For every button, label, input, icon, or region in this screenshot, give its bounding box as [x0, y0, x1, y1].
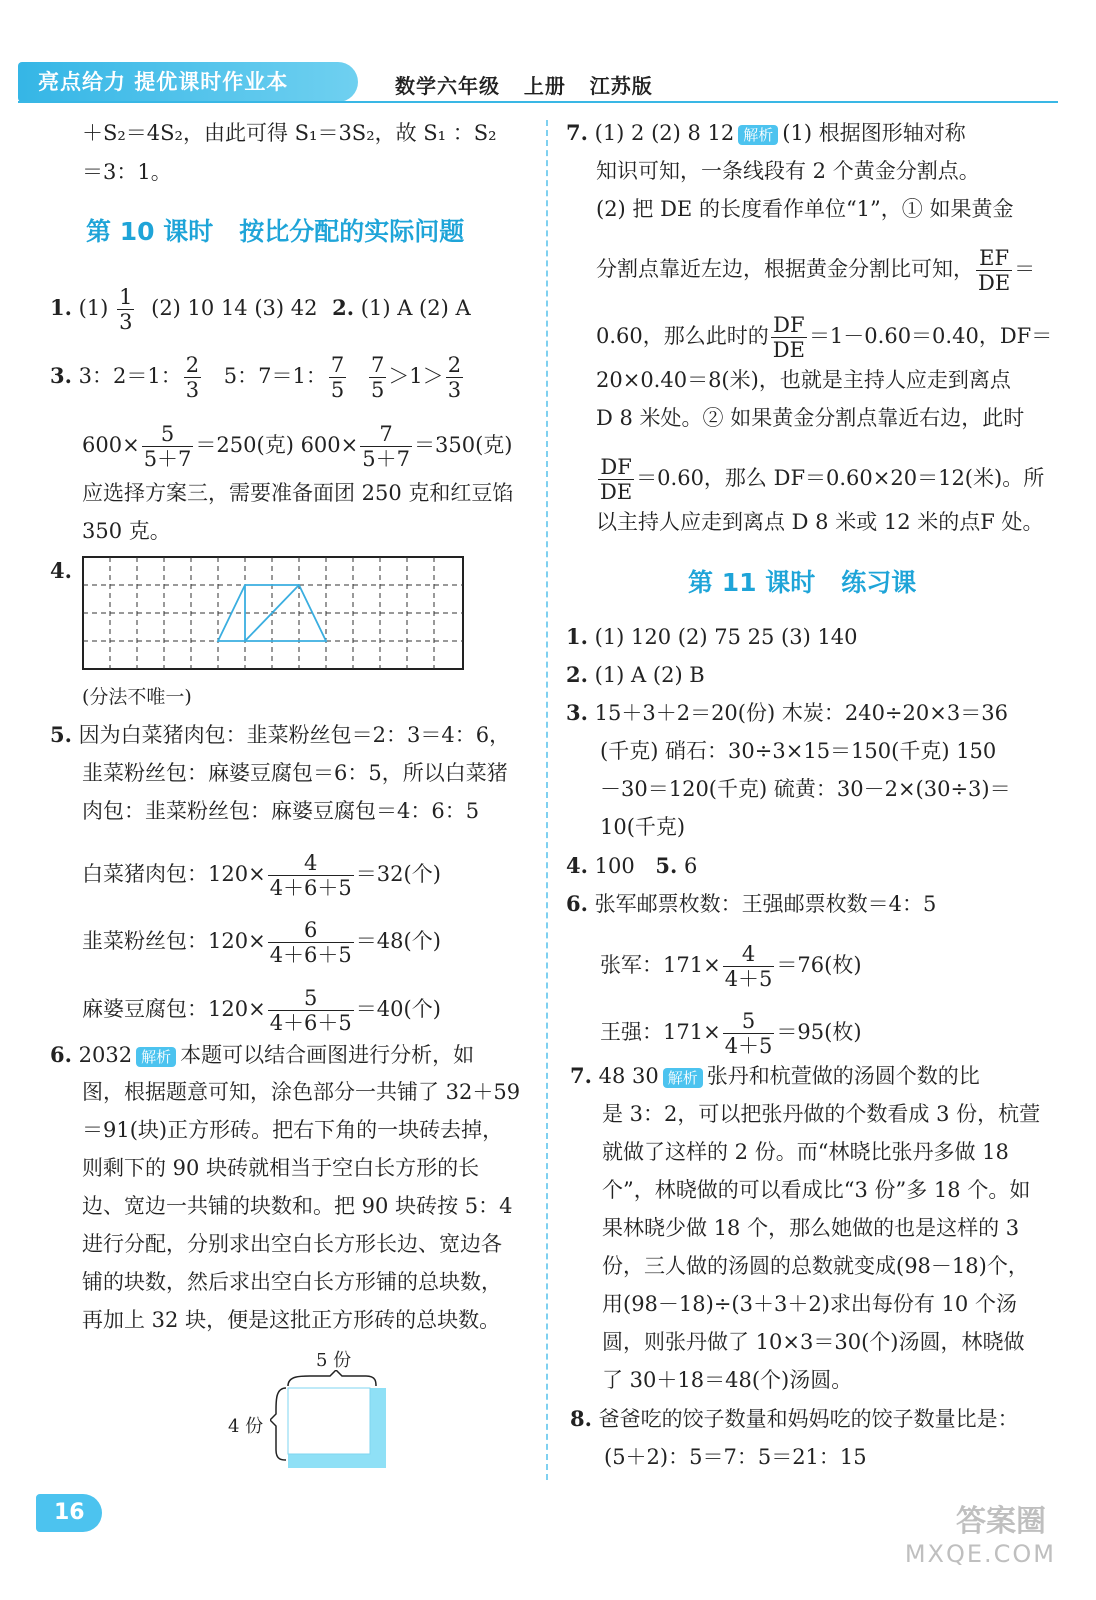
header-subject: 数学六年级 上册 江苏版: [395, 74, 653, 98]
q3-l2c: ＝350(克): [413, 433, 513, 457]
frac-den: 5: [370, 378, 385, 402]
frac-num: EF: [976, 246, 1012, 271]
r7-line-7: 用(98－18)÷(3＋3＋2)求出每份有 10 个汤: [602, 1292, 1017, 1316]
frac-num: 2: [447, 353, 462, 377]
q5-line-1: [50, 720, 510, 750]
frac-den: 5＋7: [143, 447, 192, 471]
q3-b: 5：7＝1：: [223, 364, 327, 388]
r7-line-6: 份，三人做的汤圆的总数就变成(98－18)个，: [602, 1254, 1029, 1278]
q5-r3b: ＝40(个): [355, 997, 441, 1021]
r8-line-2: (5＋2)：5＝7：5＝21：15: [604, 1445, 867, 1469]
q3-l2-frac-2: [360, 422, 412, 471]
q5-r1a: 白菜猪肉包：120×: [82, 862, 266, 886]
r6-r1-frac: [723, 942, 775, 991]
figure-top-label: 5 份: [316, 1350, 352, 1371]
q1-a: (1): [78, 296, 109, 320]
q7-line-9: 以主持人应走到离点 D 8 米或 12 米的点F 处。: [596, 510, 1044, 534]
q6-line-7: 铺的块数，然后求出空白长方形铺的总块数，: [82, 1270, 502, 1294]
q1-label: 1.: [50, 295, 72, 320]
q7-answer: (1) 2 (2) 8 12: [594, 121, 735, 145]
q3-frac-3: [369, 353, 386, 402]
q7-text-1: (1) 根据图形轴对称: [782, 121, 966, 145]
q5-r1b: ＝32(个): [355, 862, 441, 886]
q3-a: 3：2＝1：: [78, 364, 182, 388]
section-title-10: 第 10 课时 按比分配的实际问题: [86, 217, 465, 246]
r5-text: 6: [684, 854, 698, 878]
r6-result-1: [600, 942, 862, 991]
r2-label: 2.: [566, 662, 588, 687]
r8-line-1: [570, 1404, 1019, 1434]
frac-num: 6: [268, 918, 354, 943]
watermark-logo: 答案圈: [956, 1504, 1046, 1539]
q5-result-2: [82, 918, 441, 967]
r3-line-4: 10(千克): [600, 815, 686, 839]
r6-r1a: 张军：171×: [600, 953, 721, 977]
frac-den: DE: [600, 480, 633, 504]
q4-note: (分法不唯一): [82, 686, 192, 708]
q6-line-5: 边、宽边一共铺的块数和。把 90 块砖按 5：4: [82, 1194, 513, 1218]
r7-line-3: 就做了这样的 2 份。而“林晓比张丹多做 18: [602, 1140, 1009, 1164]
r8-text-1: 爸爸吃的饺子数量和妈妈吃的饺子数量比是：: [598, 1407, 1019, 1431]
r7-text-1: 张丹和杭萱做的汤圆个数的比: [706, 1064, 980, 1088]
frac-den: DE: [772, 338, 805, 362]
r2-text: (1) A (2) B: [594, 663, 705, 687]
q1-line: [50, 285, 471, 334]
q5-r1-frac: [268, 851, 354, 900]
frac-num: 4: [723, 942, 775, 967]
frac-num: 7: [370, 353, 385, 377]
header-brand-bar: [18, 62, 358, 102]
q3-line-4: 350 克。: [82, 519, 171, 543]
frac-den: 3: [185, 378, 200, 402]
q7-l4a: 分割点靠近左边，根据黄金分割比可知，: [596, 257, 974, 281]
q7-line-5: [596, 313, 1052, 362]
r3-label: 3.: [566, 700, 588, 725]
frac-den: DE: [978, 271, 1011, 295]
q4-grid-figure: [82, 556, 464, 670]
r4-text: 100: [594, 854, 635, 878]
r7-line-8: 圆，则张丹做了 10×3＝30(个)汤圆，林晓做: [602, 1330, 1025, 1354]
r7-line-9: 了 30＋18＝48(个)汤圆。: [602, 1368, 853, 1392]
r3-text-1: 15＋3＋2＝20(份) 木炭：240÷20×3＝36: [594, 701, 1008, 725]
r7-answer: 48 30: [598, 1064, 659, 1088]
q7-l5a: 0.60，那么此时的: [596, 324, 769, 348]
q5-text-1: 因为白菜猪肉包：韭菜粉丝包＝2：3＝4：6，: [78, 723, 511, 747]
r5-label: 5.: [655, 853, 678, 878]
q5-result-3: [82, 986, 441, 1035]
frac-num: 5: [723, 1009, 775, 1034]
q6-line-3: ＝91(块)正方形砖。把右下角的一块砖去掉，: [82, 1118, 504, 1142]
q6-label: 6.: [50, 1042, 72, 1067]
q7-line-4: [596, 246, 1035, 295]
q4-label: 4.: [50, 558, 72, 583]
q3-frac-4: [446, 353, 463, 402]
watermark-url: MXQE.COM: [904, 1540, 1056, 1568]
q2-label: 2.: [332, 295, 355, 320]
frac-num: 5: [268, 986, 354, 1011]
q6-line-4: 则剩下的 90 块砖就相当于空白长方形的长: [82, 1156, 480, 1180]
q3-l2a: 600×: [82, 433, 140, 457]
r8-label: 8.: [570, 1406, 592, 1431]
q5-line-3: 肉包：韭菜粉丝包：麻婆豆腐包＝4：6：5: [82, 799, 480, 823]
r6-line-1: [566, 889, 936, 919]
r7-label: 7.: [570, 1063, 592, 1088]
r1-text: (1) 120 (2) 75 25 (3) 140: [594, 625, 858, 649]
header-brand: 亮点给力 提优课时作业本: [38, 70, 289, 94]
r6-label: 6.: [566, 891, 588, 916]
q7-l4b: ＝: [1014, 257, 1036, 281]
left-line-1: ＋S₂＝4S₂，由此可得 S₁＝3S₂，故 S₁ ：S₂: [82, 121, 497, 145]
q5-r2-frac: [268, 918, 354, 967]
r6-r2-frac: [723, 1009, 775, 1058]
r6-r2a: 王强：171×: [600, 1020, 721, 1044]
r6-r2b: ＝95(枚): [776, 1020, 862, 1044]
frac-num: DF: [771, 313, 807, 338]
q7-label: 7.: [566, 120, 588, 145]
figure-left-label: 4 份: [228, 1416, 264, 1437]
frac-den: 4＋5: [724, 1034, 773, 1058]
analysis-tag: 解析: [738, 125, 778, 145]
header-divider: [18, 101, 1058, 103]
section-title-11: 第 11 课时 练习课: [688, 568, 917, 597]
q7-l5b: ＝1－0.60＝0.40，DF＝: [808, 324, 1053, 348]
r3-line-2: (千克) 硝石：30÷3×15＝150(千克) 150: [600, 739, 997, 763]
r1-line: [566, 622, 858, 652]
q6-line-8: 再加上 32 块，便是这批正方形砖的总块数。: [82, 1308, 501, 1332]
q5-result-1: [82, 851, 441, 900]
frac-num: DF: [598, 455, 634, 480]
column-divider: [546, 120, 548, 1480]
frac-den: 4＋6＋5: [269, 943, 352, 967]
frac-num: 5: [142, 422, 194, 447]
q5-r3a: 麻婆豆腐包：120×: [82, 997, 266, 1021]
q7-line-7: D 8 米处。② 如果黄金分割点靠近右边，此时: [596, 406, 1025, 430]
q7-frac-1: [976, 246, 1012, 295]
r2-line: [566, 660, 705, 690]
q5-r2b: ＝48(个): [355, 929, 441, 953]
q7-line-3: (2) 把 DE 的长度看作单位“1”，① 如果黄金: [596, 197, 1014, 221]
q3-c: ＞1＞: [388, 364, 444, 388]
q3-l2-frac-1: [142, 422, 194, 471]
q6-line-1: [50, 1040, 474, 1070]
q7-line-6: 20×0.40＝8(米)，也就是主持人应走到离点: [596, 368, 1011, 392]
q7-line-1: [566, 118, 966, 148]
q7-frac-2: [771, 313, 807, 362]
q3-frac-1: [184, 353, 201, 402]
left-line-2: ＝3：1。: [82, 160, 172, 184]
r3-line-1: [566, 698, 1008, 728]
analysis-tag: 解析: [663, 1068, 703, 1088]
r4-r5-line: [566, 851, 697, 881]
r6-text-1: 张军邮票枚数：王强邮票枚数＝4：5: [594, 892, 937, 916]
r7-line-1: [570, 1061, 980, 1091]
r7-line-4: 个”，林晓做的可以看成比“3 份”多 18 个。如: [602, 1178, 1031, 1202]
q1-fraction: [117, 285, 134, 334]
q5-r2a: 韭菜粉丝包：120×: [82, 929, 266, 953]
frac-den: 3: [119, 310, 133, 334]
r4-label: 4.: [566, 853, 588, 878]
q7-line-8: [596, 455, 1044, 504]
r6-r1b: ＝76(枚): [776, 953, 862, 977]
frac-num: 7: [360, 422, 412, 447]
q7-frac-3: [598, 455, 634, 504]
q2-text: (1) A (2) A: [360, 296, 471, 320]
q7-line-2: 知识可知，一条线段有 2 个黄金分割点。: [596, 159, 980, 183]
r3-line-3: －30＝120(千克) 硫黄：30－2×(30÷3)＝: [600, 777, 1011, 801]
r7-line-2: 是 3：2，可以把张丹做的个数看成 3 份，杭萱: [602, 1102, 1041, 1126]
q3-label: 3.: [50, 363, 72, 388]
q5-label: 5.: [50, 722, 72, 747]
frac-den: 3: [447, 378, 462, 402]
q6-line-6: 进行分配，分别求出空白长方形长边、宽边各: [82, 1232, 502, 1256]
q3-l2b: ＝250(克) 600×: [195, 433, 359, 457]
frac-num: 7: [330, 353, 345, 377]
frac-den: 4＋6＋5: [269, 1011, 352, 1035]
analysis-tag: 解析: [136, 1047, 176, 1067]
frac-den: 5: [330, 378, 345, 402]
q3-frac-2: [329, 353, 346, 402]
frac-den: 4＋5: [724, 967, 773, 991]
page-number: 16: [36, 1494, 102, 1532]
frac-num: 4: [268, 851, 354, 876]
frac-den: 4＋6＋5: [269, 876, 352, 900]
r1-label: 1.: [566, 624, 588, 649]
q1-b: (2) 10 14 (3) 42: [151, 296, 318, 320]
q6-text-1: 本题可以结合画图进行分析，如: [180, 1043, 475, 1067]
r7-line-5: 果林晓少做 18 个，那么她做的也是这样的 3: [602, 1216, 1020, 1240]
r6-result-2: [600, 1009, 862, 1058]
q5-line-2: 韭菜粉丝包：麻婆豆腐包＝6：5，所以白菜猪: [82, 761, 508, 785]
frac-num: 2: [185, 353, 200, 377]
frac-den: 5＋7: [362, 447, 410, 471]
q6-answer: 2032: [78, 1043, 133, 1067]
q7-l8: ＝0.60，那么 DF＝0.60×20＝12(米)。所: [636, 466, 1045, 490]
q3-line-1: [50, 353, 465, 402]
q5-r3-frac: [268, 986, 354, 1035]
q6-line-2: 图，根据题意可知，涂色部分一共铺了 32＋59: [82, 1080, 521, 1104]
q3-line-3: 应选择方案三，需要准备面团 250 克和红豆馅: [82, 481, 514, 505]
q3-line-2: [82, 422, 512, 471]
q6-brick-figure: [270, 1370, 392, 1470]
frac-num: 1: [119, 285, 133, 309]
